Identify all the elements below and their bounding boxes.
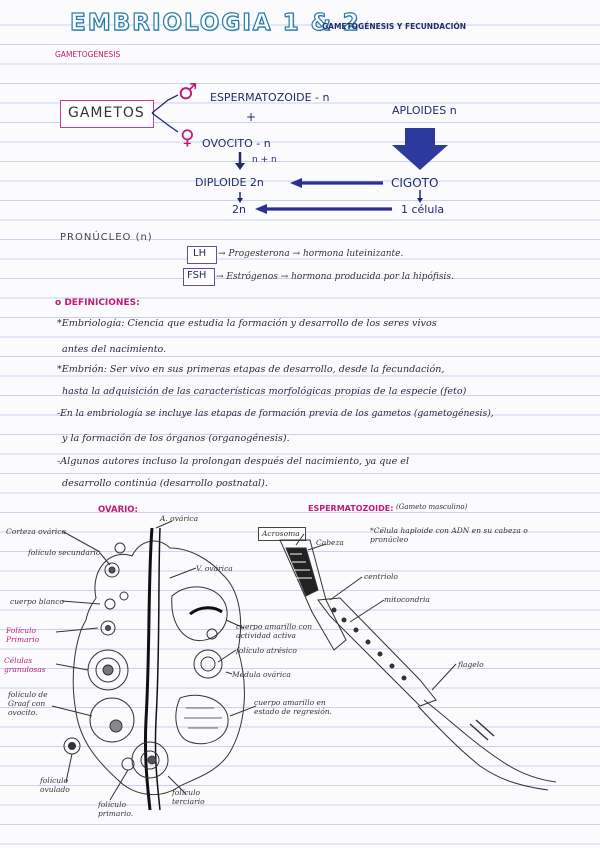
label-cuerpo-blanco: cuerpo blanco	[10, 597, 64, 606]
page-title: EMBRIOLOGIA 1 & 2	[70, 10, 361, 36]
lh-code: LH	[193, 248, 207, 259]
lh-hormone: Progesterona	[228, 249, 290, 259]
definiciones-heading: o DEFINICIONES:	[55, 298, 140, 308]
fsh-hormone: Estrógenos	[226, 272, 278, 282]
def-line-2: antes del nacimiento.	[62, 344, 167, 355]
page-subtitle: GAMETOGÉNESIS Y FECUNDACIÓN	[322, 22, 467, 31]
label-cuerpo-amarillo-regresion: cuerpo amarillo en estado de regresión.	[254, 698, 332, 716]
cigoto-label: CIGOTO	[391, 176, 439, 190]
diploide-label: DIPLOIDE 2n	[195, 176, 264, 189]
label-a-ovarica: A. ovárica	[160, 514, 199, 523]
label-foliculo-ovulado: folículo ovulado	[40, 776, 70, 794]
espermatozoide-subheading: (Gameto masculino)	[396, 503, 468, 511]
label-foliculo-ovocito: folículo de Graaf con ovocito.	[8, 690, 48, 717]
label-foliculo-primario-bottom: folículo primario.	[98, 800, 134, 818]
label-foliculo-terciario: folículo terciario	[172, 788, 205, 806]
def-line-7: -Algunos autores incluso la prolongan después del nacimiento, ya que el	[57, 456, 410, 467]
definiciones-heading-text: DEFINICIONES:	[64, 298, 140, 308]
label-centriolo: centriolo	[364, 572, 398, 581]
def-line-4: hasta la adquisición de las características morfológicas propias de la especie (feto)	[62, 386, 467, 397]
label-foliculo-atresico: folículo atrésico	[236, 646, 297, 655]
label-v-ovarica: V. ovárica	[196, 564, 233, 573]
label-mitocondria: mitocondria	[384, 595, 430, 604]
male-symbol-icon: ♂	[178, 80, 198, 105]
gametos-label: GAMETOS	[68, 105, 145, 121]
label-foliculo-secundario: folículo secundario	[28, 548, 101, 557]
female-symbol-icon: ♀	[180, 125, 195, 149]
label-acrosoma: Acrosoma	[262, 529, 300, 538]
lh-result: hormona luteinizante.	[302, 249, 404, 259]
plus-sign: +	[246, 110, 257, 124]
label-foliculo-primario-left: Folículo Primario	[6, 626, 40, 644]
ovario-heading: OVARIO:	[98, 505, 138, 515]
espermatozoide-heading: ESPERMATOZOIDE:	[308, 504, 394, 513]
ovocito-label: OVOCITO - n	[202, 137, 271, 150]
n-plus-n-label: n + n	[252, 155, 277, 165]
def-line-1: *Embriología: Ciencia que estudia la formación y desarrollo de los seres vivos	[57, 318, 437, 329]
pronucleo-label: PRONÚCLEO (n)	[60, 232, 153, 243]
label-corteza: Corteza ovárica	[6, 527, 66, 536]
lh-text: → Progesterona → hormona luteinizante.	[218, 249, 404, 259]
una-celula-label: 1 célula	[401, 203, 445, 216]
fsh-text: → Estrógenos → hormona producida por la hipófisis.	[216, 272, 454, 282]
def-line-3: *Embrión: Ser vivo en sus primeras etapas de desarrollo, desde la fecundación,	[57, 364, 445, 375]
label-cuerpo-amarillo-activo: cuerpo amarillo con actividad activa	[236, 622, 313, 640]
fsh-result: hormona producida por la hipófisis.	[291, 272, 454, 282]
def-line-5: -En la embriología se incluye las etapas de formación previa de los gametos (gametogénesis),	[57, 408, 494, 419]
label-nota: *Célula haploide con ADN en su cabeza o pronúcleo	[370, 526, 528, 544]
section-gametogenesis: GAMETOGÉNESIS	[55, 50, 121, 59]
label-flagelo: flagelo	[458, 660, 484, 669]
fsh-code: FSH	[187, 270, 207, 281]
label-cabeza: Cabeza	[316, 538, 344, 547]
label-medula-ovarica: Médula ovárica	[232, 670, 291, 679]
aploides-label: APLOIDES n	[392, 104, 457, 117]
def-line-8: desarrollo continúa (desarrollo postnatal).	[62, 478, 268, 489]
espermatozoide-label: ESPERMATOZOIDE - n	[210, 91, 330, 104]
def-line-6: y la formación de los órganos (organogénesis).	[62, 433, 290, 444]
twon-label: 2n	[232, 203, 246, 216]
label-celulas-granulosas: Células granulosas	[4, 656, 46, 674]
